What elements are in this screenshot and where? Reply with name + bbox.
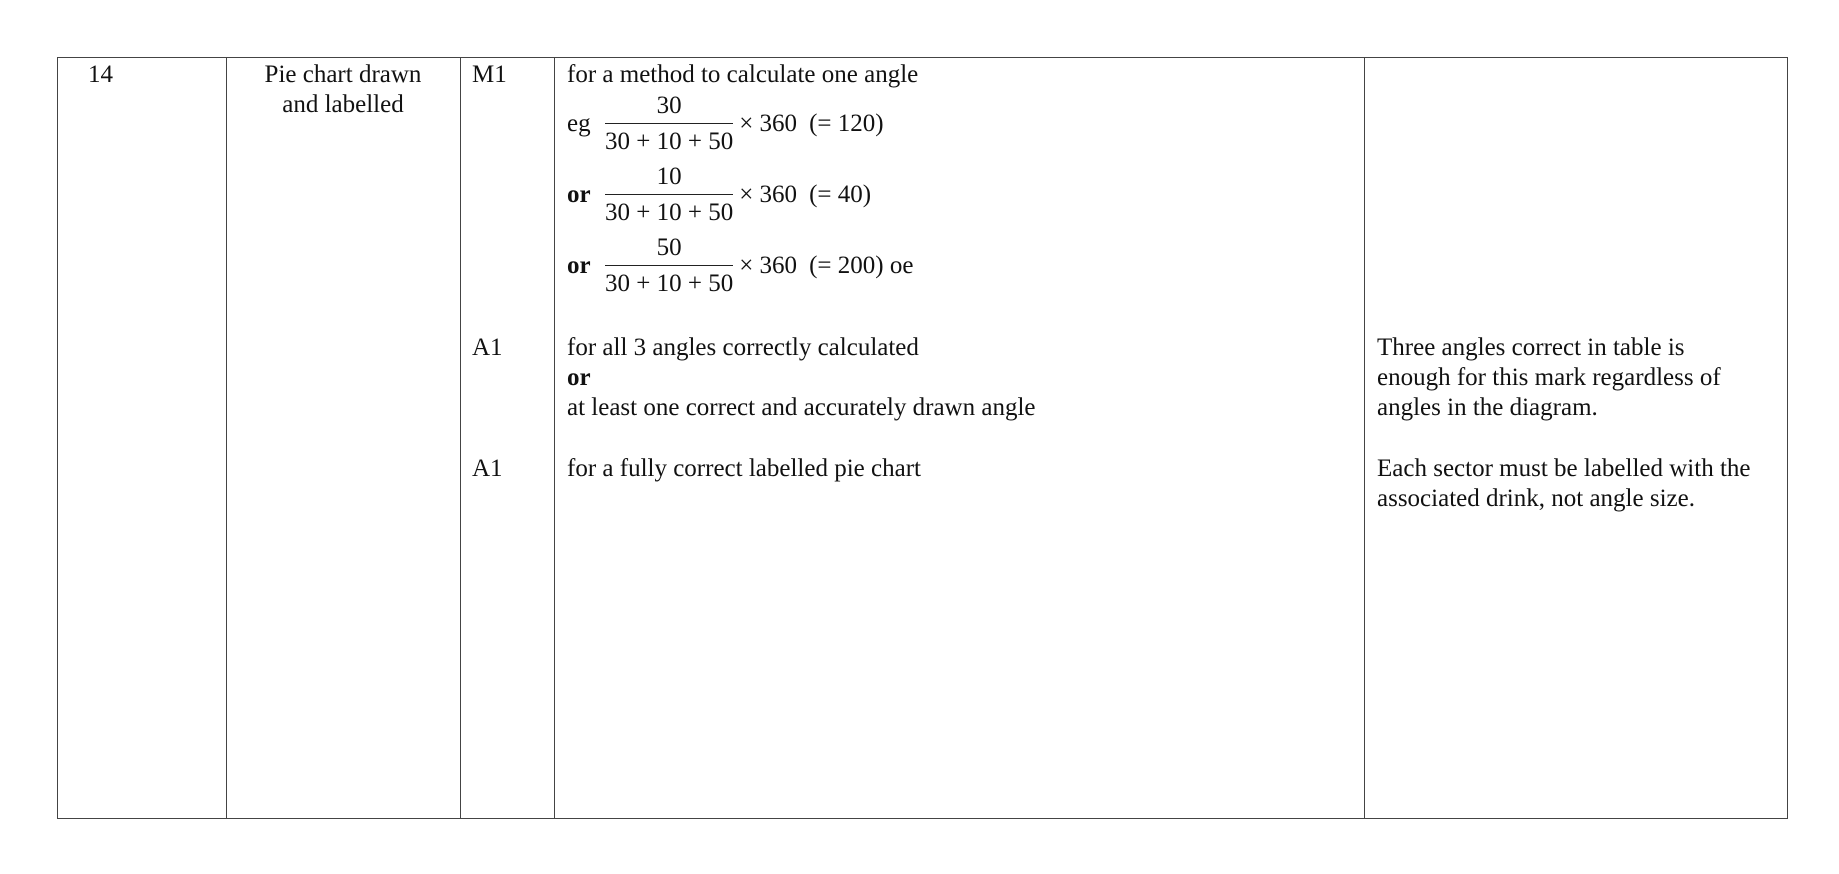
method-expression-2 (567, 159, 871, 231)
answer-text-line1: Pie chart drawn (264, 61, 422, 88)
method-prefix: eg (567, 110, 591, 137)
fraction-bar (605, 123, 733, 124)
a1-first-guidance-line2: enough for this mark regardless of (1377, 364, 1721, 391)
mark-code-a1-first: A1 (472, 334, 503, 361)
fraction-bar (605, 194, 733, 195)
fraction-bar (605, 265, 733, 266)
a1-first-or: or (567, 364, 591, 391)
method-result: (= 40) (809, 181, 872, 208)
fraction-numerator: 50 (656, 234, 682, 261)
mark-code-a1-second: A1 (472, 455, 503, 482)
a1-second-guidance-line2: associated drink, not angle size. (1377, 485, 1695, 512)
method-expression-1 (567, 88, 884, 160)
mark-scheme-table (57, 57, 1788, 819)
fraction-denominator: 30 + 10 + 50 (605, 270, 734, 297)
fraction-numerator: 30 (656, 92, 682, 119)
mark-code-m1: M1 (472, 61, 507, 88)
fraction (603, 162, 735, 228)
a1-first-line1: for all 3 angles correctly calculated (567, 334, 919, 361)
a1-first-guidance-line1: Three angles correct in table is (1377, 334, 1685, 361)
method-result: (= 120) (809, 110, 884, 137)
fraction (603, 233, 735, 299)
method-expression-3 (567, 230, 913, 302)
method-prefix: or (567, 252, 591, 279)
column-divider (226, 58, 227, 818)
fraction-numerator: 10 (656, 163, 682, 190)
method-suffix: oe (883, 252, 914, 279)
column-divider (460, 58, 461, 818)
a1-first-line3: at least one correct and accurately drawn angle (567, 394, 1036, 421)
fraction-denominator: 30 + 10 + 50 (605, 128, 734, 155)
column-divider (1364, 58, 1365, 818)
fraction (603, 91, 735, 157)
question-number: 14 (88, 61, 113, 88)
a1-second-line1: for a fully correct labelled pie chart (567, 455, 921, 482)
answer-text-line2: and labelled (282, 91, 404, 118)
method-multiplier: × 360 (739, 110, 798, 137)
a1-first-guidance-line3: angles in the diagram. (1377, 394, 1598, 421)
a1-second-guidance-line1: Each sector must be labelled with the (1377, 455, 1751, 482)
fraction-denominator: 30 + 10 + 50 (605, 199, 734, 226)
method-result: (= 200) (809, 252, 884, 279)
method-prefix: or (567, 181, 591, 208)
column-divider (554, 58, 555, 818)
m1-intro-text: for a method to calculate one angle (567, 61, 919, 88)
method-multiplier: × 360 (739, 181, 798, 208)
method-multiplier: × 360 (739, 252, 798, 279)
